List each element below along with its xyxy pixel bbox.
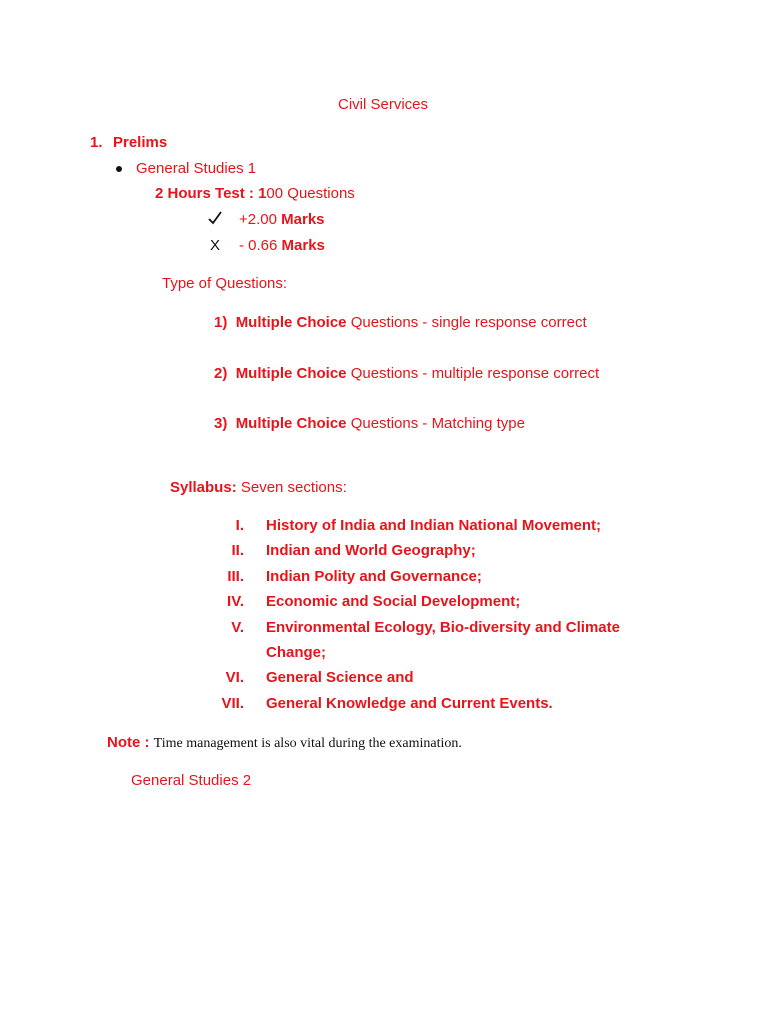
syllabus-heading [170,478,347,498]
marks-wrong-label: Marks [281,237,325,254]
page-title: Civil Services [338,96,429,113]
syllabus-description: Seven sections: [236,479,347,496]
syllabus-item-number: VI. [225,669,244,686]
syllabus-item-number: VII. [221,695,244,712]
question-type-bold: Multiple Choice [235,365,347,382]
question-type-item [214,364,599,384]
syllabus-item-number: I. [235,517,244,534]
question-types-heading: Type of Questions: [162,275,288,292]
syllabus-item-text: Economic and Social Development; [266,593,521,610]
marks-correct-number: +2.00 [239,211,277,228]
syllabus-item-number: V. [231,619,244,636]
syllabus-item-text: Indian Polity and Governance; [266,568,482,585]
note [107,733,462,754]
syllabus-item-text: History of India and Indian National Movement; [266,517,602,534]
marks-correct-label: Marks [281,211,325,228]
question-type-number: 2) [214,365,228,382]
marks-wrong-symbol: X [210,237,221,254]
section-heading: Prelims [113,134,168,151]
marks-correct-row [208,210,222,230]
check-icon [208,210,222,226]
note-text: Time management is also vital during the examination. [153,736,462,751]
bullet-icon [116,166,122,172]
syllabus-label: Syllabus: [170,479,237,496]
question-type-rest: Questions - single response correct [346,314,587,331]
note-label: Note : [107,734,150,751]
section-number: 1. [90,134,103,151]
question-type-item [214,313,587,333]
marks-correct-value [239,210,325,230]
question-type-rest: Questions - Matching type [346,415,525,432]
question-type-number: 1) [214,314,228,331]
marks-wrong-value [239,236,325,256]
next-section-heading: General Studies 2 [131,772,252,789]
question-type-number: 3) [214,415,228,432]
test-info-rest: 00 Questions [266,185,355,202]
syllabus-item-number: II. [231,542,244,559]
test-info [155,184,355,204]
question-type-item [214,414,525,434]
syllabus-item-number: IV. [227,593,244,610]
bullet-item: General Studies 1 [136,160,257,177]
syllabus-item-text: General Science and [266,669,414,686]
question-type-bold: Multiple Choice [235,314,347,331]
syllabus-item-text: General Knowledge and Current Events. [266,695,553,712]
syllabus-item-number: III. [227,568,244,585]
question-type-rest: Questions - multiple response correct [346,365,600,382]
test-info-bold: 2 Hours Test : 1 [155,185,267,202]
syllabus-item-text: Environmental Ecology, Bio-diversity and Climate [266,619,620,636]
marks-wrong-number: - 0.66 [239,237,278,254]
question-type-bold: Multiple Choice [235,415,347,432]
syllabus-item-text: Indian and World Geography; [266,542,476,559]
syllabus-item-continuation: Change; [266,644,326,661]
